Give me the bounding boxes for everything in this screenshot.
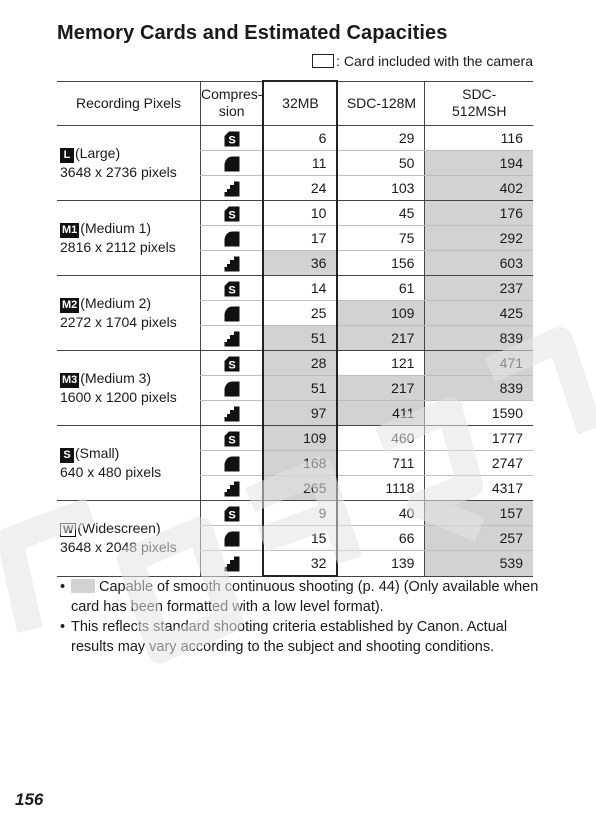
page-title: Memory Cards and Estimated Capacities (57, 22, 448, 44)
legend (312, 53, 533, 69)
capacity-32mb: 11 (263, 151, 337, 176)
note-text: This reflects standard shooting criteria established by Canon. Actual results may vary according to the subject and shooting conditions. (71, 619, 508, 655)
capacity-32mb: 36 (263, 251, 337, 276)
capacity-sdc-512msh: 539 (425, 551, 533, 577)
svg-text:S: S (228, 509, 236, 522)
fine-icon (201, 301, 264, 326)
superfine-icon (201, 126, 264, 151)
header-sdc-512msh: SDC- 512MSH (425, 81, 533, 126)
table-row (57, 351, 533, 376)
capacity-table (57, 80, 533, 577)
size-badge-icon: M3 (62, 374, 78, 386)
capacity-sdc-128m: 103 (337, 176, 425, 201)
note-smooth-shooting (60, 577, 540, 617)
capacity-32mb: 15 (263, 526, 337, 551)
size-name: (Medium 1) (80, 220, 152, 236)
size-badge-icon: S (60, 448, 74, 463)
table-row (57, 426, 533, 451)
capacity-sdc-128m: 217 (337, 376, 425, 401)
normal-icon (201, 476, 264, 501)
pixel-dimensions: 2816 x 2112 pixels (60, 239, 176, 255)
capacity-sdc-512msh: 1590 (425, 401, 533, 426)
capacity-sdc-512msh: 839 (425, 376, 533, 401)
recording-pixels-cell (57, 501, 201, 577)
header-recording-pixels: Recording Pixels (57, 81, 201, 126)
capacity-sdc-512msh: 257 (425, 526, 533, 551)
capacity-sdc-128m: 61 (337, 276, 425, 301)
capacity-32mb: 17 (263, 226, 337, 251)
capacity-sdc-512msh: 4317 (425, 476, 533, 501)
capacity-32mb: 168 (263, 451, 337, 476)
size-name: (Widescreen) (77, 520, 161, 537)
capacity-32mb: 51 (263, 326, 337, 351)
size-name: (Large) (75, 145, 121, 161)
capacity-32mb: 109 (263, 426, 337, 451)
capacity-sdc-128m: 460 (337, 426, 425, 451)
header-sdc-128m: SDC-128M (337, 81, 425, 126)
note-bullet: • (60, 619, 66, 635)
size-badge-icon: L (60, 148, 74, 163)
capacity-sdc-512msh: 839 (425, 326, 533, 351)
size-badge-icon: M2 (62, 299, 78, 311)
capacity-32mb: 97 (263, 401, 337, 426)
size-name: (Medium 3) (80, 370, 152, 386)
note-text: Capable of smooth continuous shooting (p. 44) (Only available when card has been formatted with a low level format). (71, 579, 539, 615)
note-bullet: • (60, 579, 66, 595)
capacity-sdc-128m: 45 (337, 201, 425, 226)
table-row (57, 276, 533, 301)
capacity-32mb: 28 (263, 351, 337, 376)
capacity-sdc-128m: 29 (337, 126, 425, 151)
table-row (57, 126, 533, 151)
capacity-sdc-512msh: 402 (425, 176, 533, 201)
svg-text:S: S (228, 359, 236, 372)
superfine-icon (201, 501, 264, 526)
recording-pixels-cell (57, 126, 201, 201)
capacity-sdc-128m: 50 (337, 151, 425, 176)
capacity-sdc-512msh: 194 (425, 151, 533, 176)
fine-icon (201, 226, 264, 251)
capacity-sdc-512msh: 237 (425, 276, 533, 301)
capacity-sdc-512msh: 292 (425, 226, 533, 251)
superfine-icon (201, 276, 264, 301)
capacity-sdc-128m: 109 (337, 301, 425, 326)
capacity-32mb: 24 (263, 176, 337, 201)
normal-icon (201, 176, 264, 201)
capacity-sdc-128m: 711 (337, 451, 425, 476)
recording-pixels-cell (57, 276, 201, 351)
recording-pixels-cell (57, 201, 201, 276)
normal-icon (201, 326, 264, 351)
pixel-dimensions: 2272 x 1704 pixels (60, 314, 177, 330)
capacity-sdc-512msh: 2747 (425, 451, 533, 476)
capacity-32mb: 32 (263, 551, 337, 577)
capacity-sdc-128m: 40 (337, 501, 425, 526)
capacity-32mb: 265 (263, 476, 337, 501)
svg-text:S: S (228, 134, 236, 147)
page-number: 156 (15, 790, 44, 809)
fine-icon (201, 376, 264, 401)
superfine-icon (201, 201, 264, 226)
legend-text: : Card included with the camera (336, 53, 533, 69)
header-32mb: 32MB (263, 81, 337, 126)
svg-text:S: S (228, 284, 236, 297)
capacity-sdc-128m: 411 (337, 401, 425, 426)
recording-pixels-cell (57, 426, 201, 501)
capacity-sdc-128m: 156 (337, 251, 425, 276)
size-name: (Small) (75, 445, 120, 461)
size-badge-icon: M1 (62, 224, 78, 236)
header-compression: Compres- sion (201, 81, 264, 126)
pixel-dimensions: 1600 x 1200 pixels (60, 389, 177, 405)
size-badge-icon: W (60, 523, 76, 537)
capacity-32mb: 10 (263, 201, 337, 226)
capacity-sdc-512msh: 603 (425, 251, 533, 276)
capacity-sdc-512msh: 425 (425, 301, 533, 326)
shaded-cell-swatch-icon (71, 579, 95, 593)
capacity-sdc-128m: 1118 (337, 476, 425, 501)
capacity-sdc-128m: 139 (337, 551, 425, 577)
capacity-sdc-128m: 66 (337, 526, 425, 551)
table-row (57, 501, 533, 526)
table-row (57, 201, 533, 226)
capacity-32mb: 6 (263, 126, 337, 151)
recording-pixels-cell (57, 351, 201, 426)
pixel-dimensions: 3648 x 2048 pixels (60, 539, 177, 556)
notes (60, 577, 540, 657)
svg-text:S: S (228, 434, 236, 447)
normal-icon (201, 251, 264, 276)
note-criteria (60, 617, 540, 657)
pixel-dimensions: 3648 x 2736 pixels (60, 164, 177, 180)
svg-text:S: S (228, 209, 236, 222)
capacity-32mb: 14 (263, 276, 337, 301)
capacity-sdc-512msh: 176 (425, 201, 533, 226)
capacity-sdc-128m: 75 (337, 226, 425, 251)
capacity-sdc-128m: 121 (337, 351, 425, 376)
pixel-dimensions: 640 x 480 pixels (60, 464, 162, 480)
fine-icon (201, 151, 264, 176)
superfine-icon (201, 426, 264, 451)
capacity-sdc-512msh: 116 (425, 126, 533, 151)
fine-icon (201, 451, 264, 476)
normal-icon (201, 551, 264, 577)
capacity-sdc-512msh: 1777 (425, 426, 533, 451)
superfine-icon (201, 351, 264, 376)
fine-icon (201, 526, 264, 551)
capacity-sdc-512msh: 157 (425, 501, 533, 526)
included-card-box-icon (312, 54, 334, 68)
capacity-sdc-512msh: 471 (425, 351, 533, 376)
capacity-32mb: 9 (263, 501, 337, 526)
capacity-sdc-128m: 217 (337, 326, 425, 351)
capacity-32mb: 51 (263, 376, 337, 401)
normal-icon (201, 401, 264, 426)
size-name: (Medium 2) (80, 295, 152, 311)
capacity-32mb: 25 (263, 301, 337, 326)
